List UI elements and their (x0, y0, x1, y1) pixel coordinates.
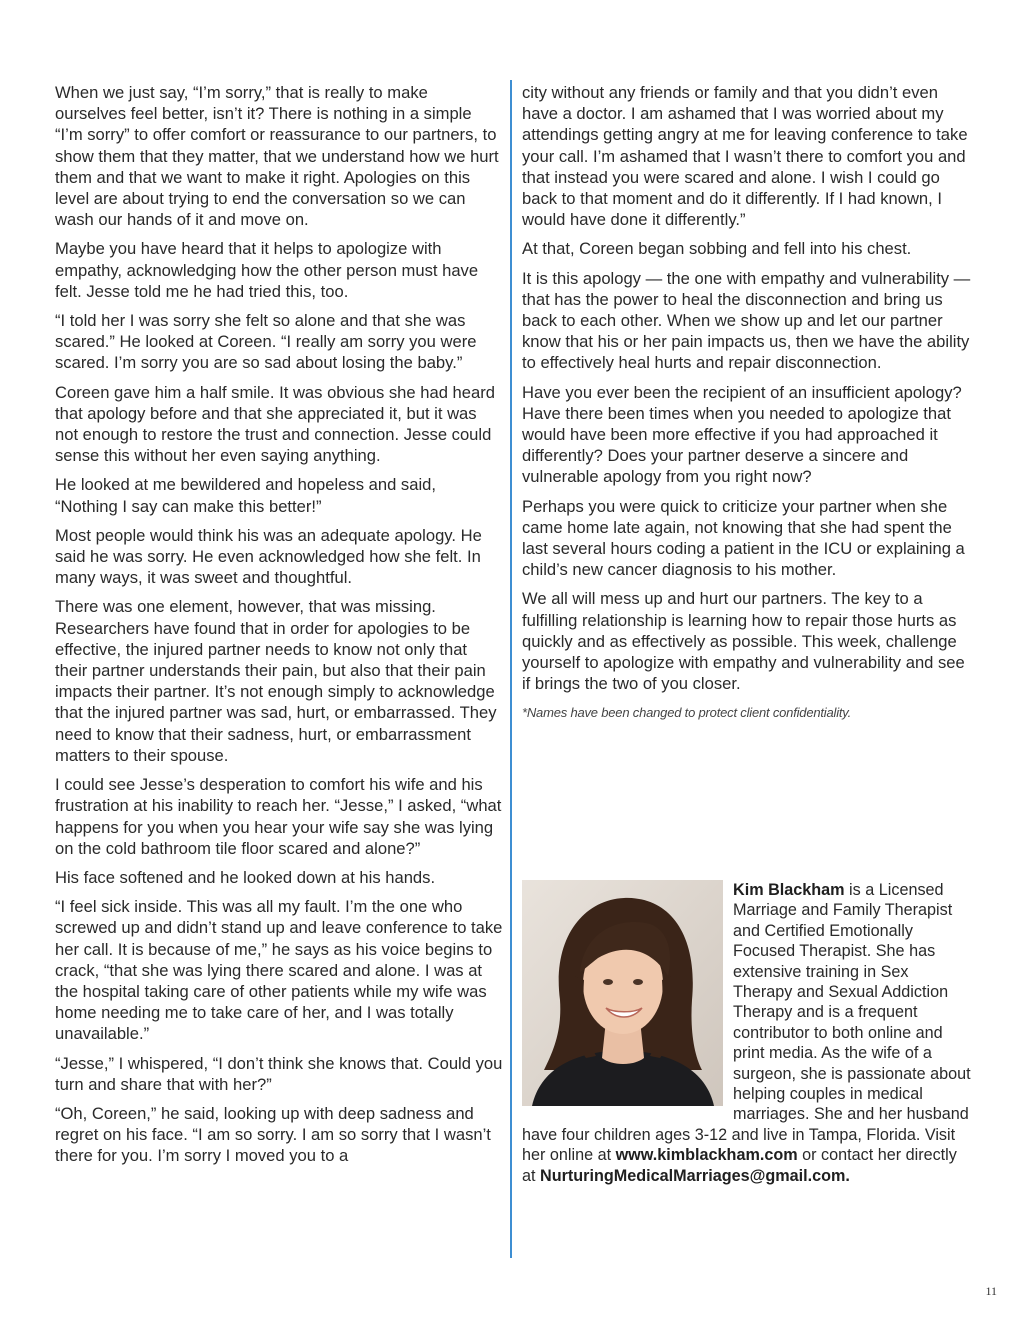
confidentiality-note: *Names have been changed to protect client confidentiality. (522, 705, 852, 721)
paragraph: Perhaps you were quick to criticize your partner when she came home late again, not knowing that she had spent the last several hours coding a patient in the ICU or explaining a child’s new cancer diagnosis to his mother. (522, 496, 965, 580)
paragraph: I could see Jesse’s desperation to comfort his wife and his frustration at his inability to reach her. “Jesse,” I asked, “what happens for you when you hear your wife say she was lying on the cold bathroom tile floor scared and alone?” (55, 775, 502, 858)
paragraph: There was one element, however, that was missing. Researchers have found that in order for apologies to be effective, the injured partner needs to know not only that their partner understands their pain, but also that their pain impacts their partner. It’s not enough simply to acknowledge that the injured partner was sad, hurt, or embarrassed. They need to know that their sadness, hurt, or embarrassment matters to their spouse. (55, 597, 497, 765)
bio-text: or contact her directly at (522, 1146, 957, 1185)
paragraph: His face softened and he looked down at his hands. (55, 867, 436, 887)
author-website-link[interactable]: www.kimblackham.com (615, 1146, 798, 1165)
paragraph: He looked at me bewildered and hopeless and said, “Nothing I say can make this better!” (55, 475, 436, 516)
author-portrait-image (522, 880, 723, 1106)
paragraph: Most people would think his was an adequate apology. He said he was sorry. He even acknowledged how she felt. In many ways, it was sweet and thoughtful. (55, 525, 482, 588)
author-bio (522, 880, 972, 1186)
column-divider (510, 80, 512, 1258)
paragraph: “I feel sick inside. This was all my fault. I’m the one who screwed up and didn’t stand up and leave conference to take her call. It is because of me,” he says as his voice begins to crack, “that she was lying there scared and alone. I was at the hospital taking care of other patients while my wife was home needing me to take care of her, and I was totally unavailable.” (55, 897, 503, 1044)
paragraph: At that, Coreen began sobbing and fell into his chest. (522, 239, 912, 259)
article-column-right (522, 82, 972, 730)
article-column-left (55, 82, 503, 1175)
bio-text: is a Licensed Marriage and Family Therapist and Certified Emotionally Focused Therapist. She has extensive training in Sex Therapy and Sexual Addiction Therapy and is a frequent contributor to both online and print media. As the wife of a surgeon, she is passionate about helping couples in medical marriages. She and her husband have four children ages 3-12 and live in Tampa, Florida. Visit her online at (522, 881, 971, 1165)
paragraph: When we just say, “I’m sorry,” that is really to make ourselves feel better, isn’t it? There is nothing in a simple “I’m sorry” to offer comfort or reassurance to our partners, to show them that they matter, that we understand how we hurt them and that we want to make it right. Apologies on this level are about trying to end the conversation so we can wash our hands of it and move on. (55, 83, 499, 230)
author-name: Kim Blackham (733, 881, 845, 899)
paragraph: Have you ever been the recipient of an insufficient apology? Have there been times when you needed to apologize that would have been more effective if you had approached it differently? Does your partner deserve a sincere and vulnerable apology from you right now? (522, 382, 962, 487)
author-photo (522, 880, 723, 1106)
paragraph: It is this apology — the one with empathy and vulnerability — that has the power to heal the disconnection and bring us back to each other. When we show up and let our partner know that his or her pain impacts us, then we have the ability to effectively heal hurts and repair disconnection. (522, 268, 971, 373)
author-email-link[interactable]: NurturingMedicalMarriages@gmail.com. (540, 1166, 850, 1185)
paragraph: We all will mess up and hurt our partners. The key to a fulfilling relationship is learning how to repair those hurts as quickly and as effectively as possible. This week, challenge yourself to apologize with empathy and vulnerability and see if brings the two of you closer. (522, 589, 965, 694)
paragraph: “Jesse,” I whispered, “I don’t think she knows that. Could you turn and share that with her?” (55, 1053, 503, 1094)
paragraph: city without any friends or family and that you didn’t even have a doctor. I am ashamed that I was worried about my attendings getting angry at me for leaving conference to take your call. I’m ashamed that I wasn’t there to comfort you and that instead you were scared and alone. I wish I could go back to that moment and do it differently. If I had known, I would have done it differently.” (522, 83, 968, 230)
page-number: 11 (985, 1284, 997, 1298)
paragraph: “Oh, Coreen,” he said, looking up with deep sadness and regret on his face. “I am so sorry. I am so sorry that I wasn’t there for you. I’m sorry I moved you to a (55, 1103, 491, 1166)
paragraph: Coreen gave him a half smile. It was obvious she had heard that apology before and that she appreciated it, but it was not enough to restore the trust and connection. Jesse could sense this without her even saying anything. (55, 382, 495, 466)
paragraph: “I told her I was sorry she felt so alone and that she was scared.” He looked at Coreen. “I really am sorry you were scared. I’m sorry you are so sad about losing the baby.” (55, 311, 477, 373)
paragraph: Maybe you have heard that it helps to apologize with empathy, acknowledging how the other person must have felt. Jesse told me he had tried this, too. (55, 239, 479, 301)
